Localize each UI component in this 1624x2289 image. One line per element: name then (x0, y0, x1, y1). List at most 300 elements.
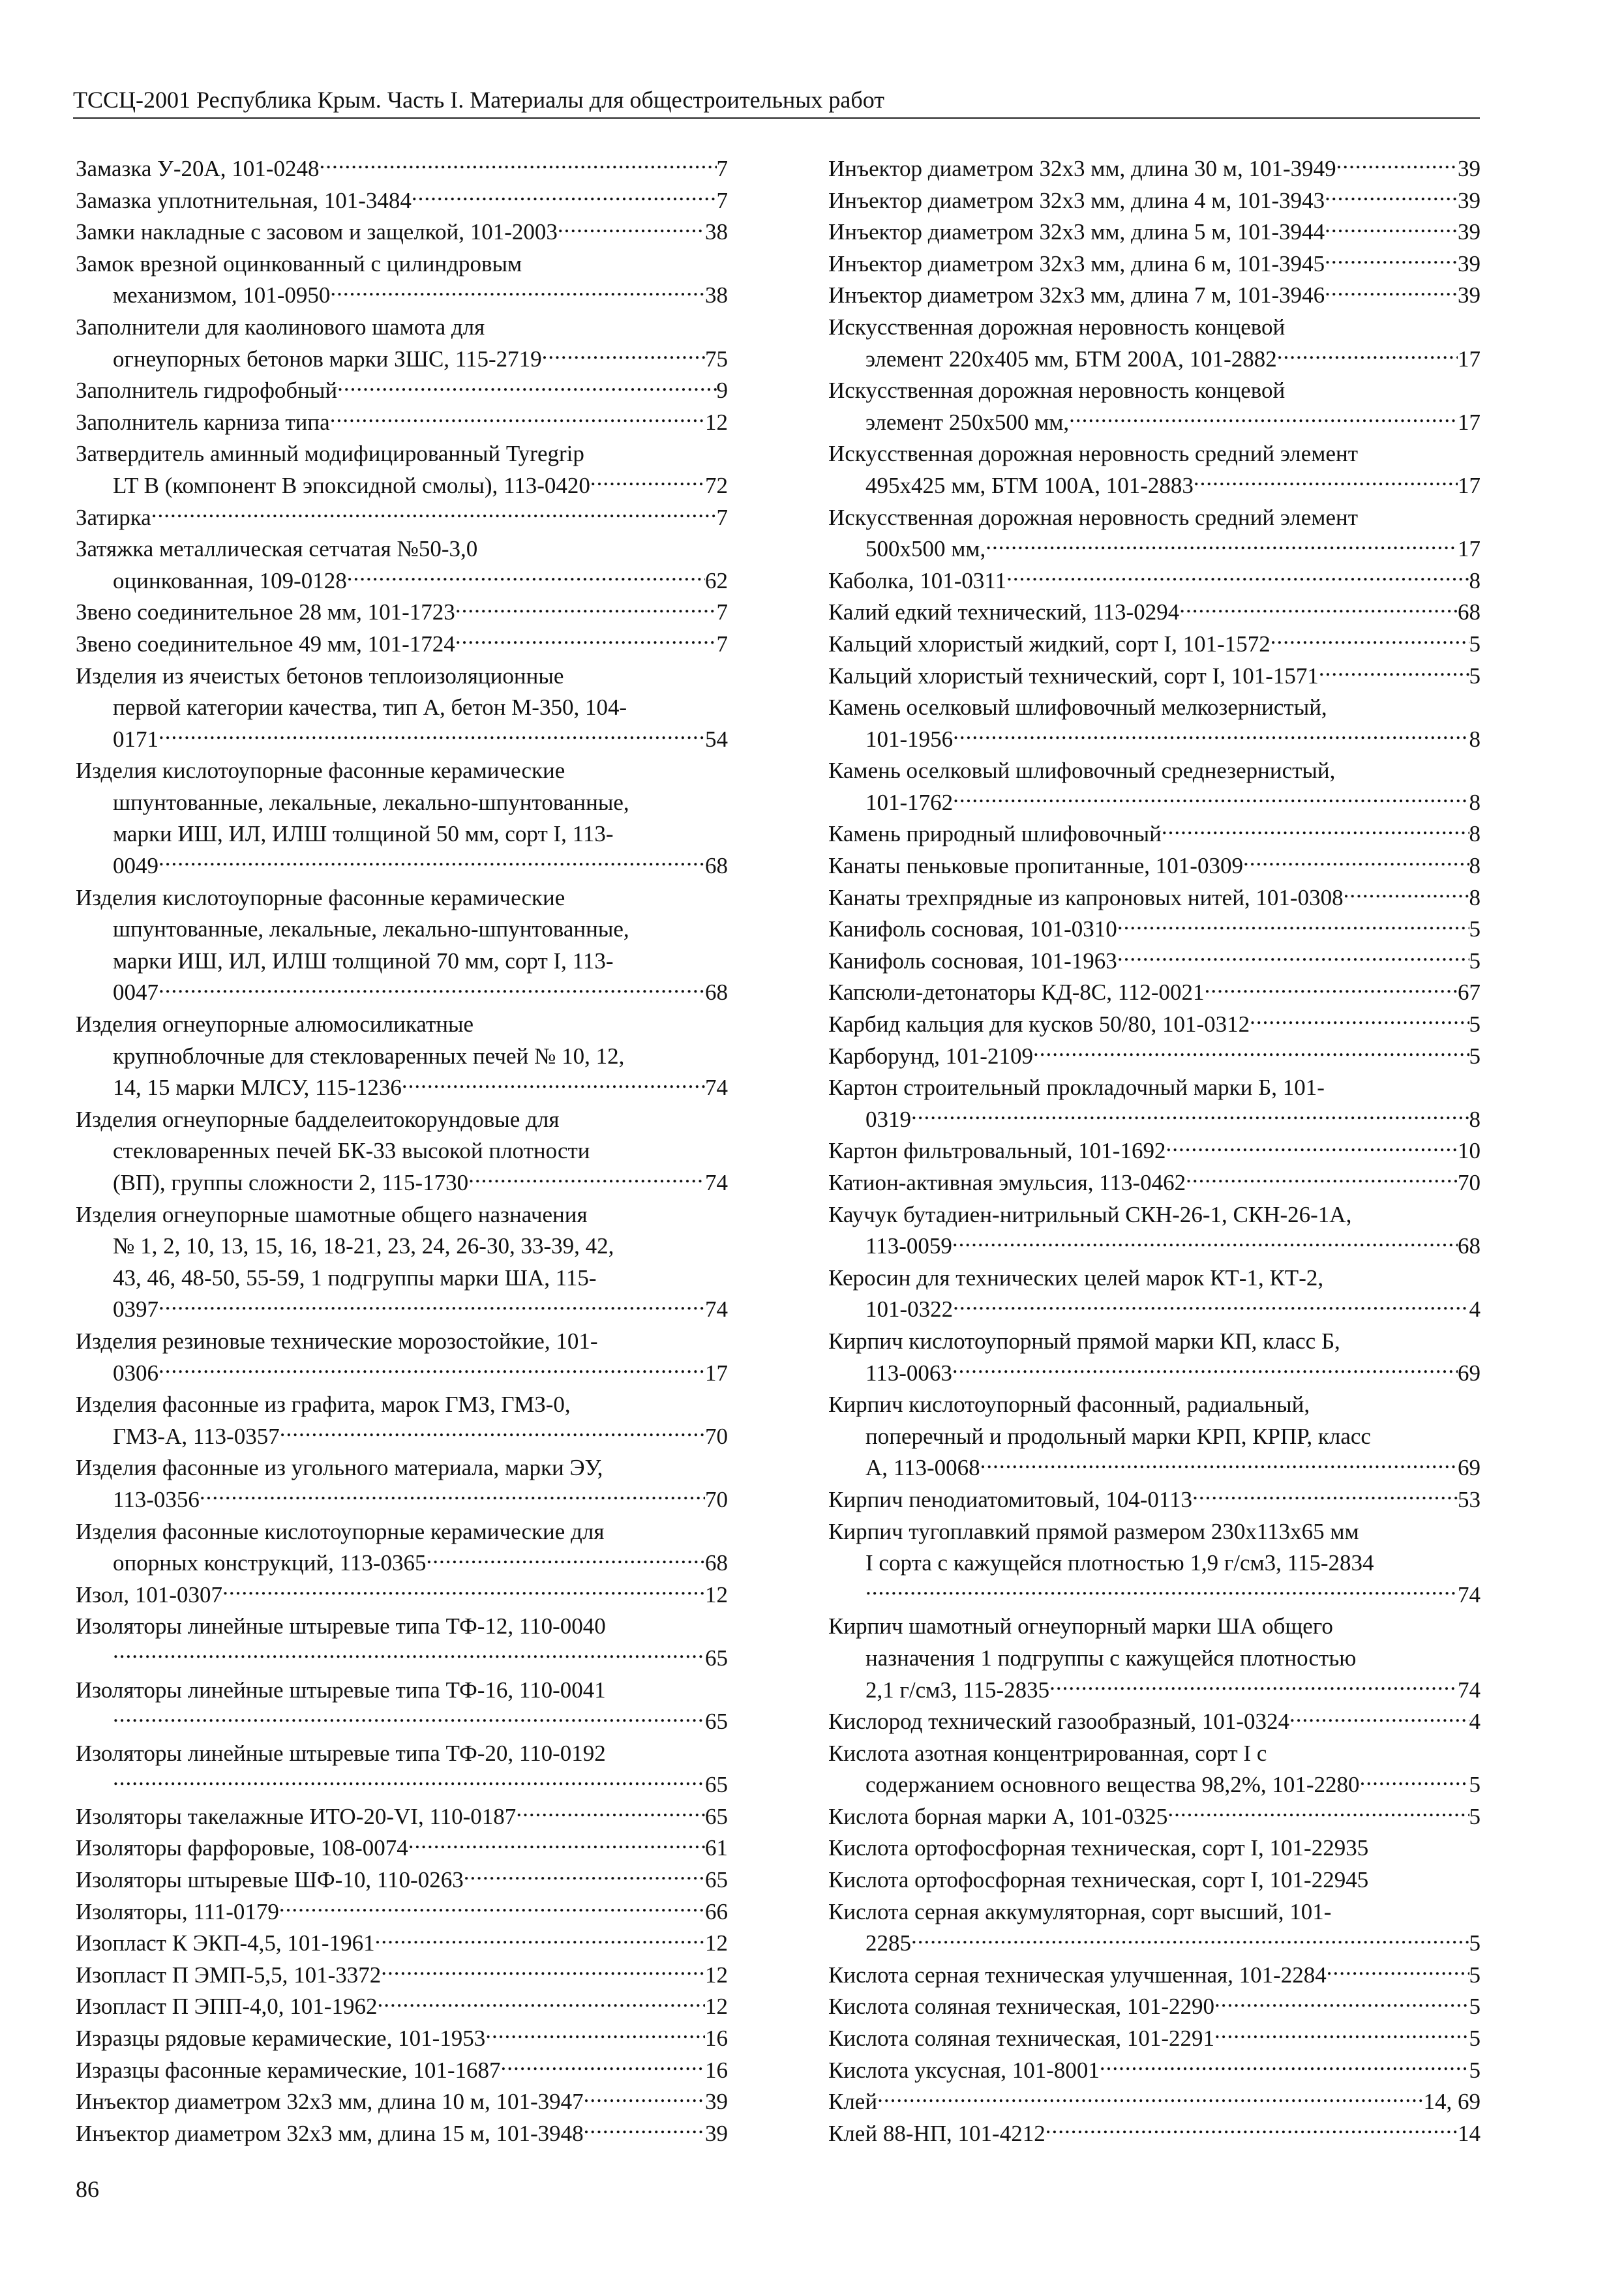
entry-page-ref: 53 (1458, 1486, 1481, 1512)
entry-page-ref: 61 (705, 1835, 728, 1861)
entry-text: 0319 (865, 1106, 911, 1132)
entry-text: 0397 (113, 1296, 158, 1323)
entry-page-ref: 38 (705, 219, 728, 245)
entry-page-ref: 74 (705, 1075, 728, 1101)
entry-text: Кислород технический газообразный, 101-0324 (828, 1709, 1290, 1735)
entry-text: Кислота соляная техническая, 101-2290 (828, 1994, 1215, 2020)
entry-text: Калий едкий технический, 113-0294 (828, 599, 1180, 625)
dot-leader (1006, 567, 1469, 588)
entry-page-ref: 8 (1469, 853, 1481, 879)
entry-page-ref: 10 (1458, 1138, 1481, 1164)
entry-page-ref: 5 (1469, 1930, 1481, 1956)
dot-leader (381, 1962, 705, 1982)
entry-page-ref: 70 (1458, 1170, 1481, 1195)
entry-text: LT B (компонент B эпоксидной смолы), 113-0420 (113, 472, 590, 498)
dot-leader (1194, 472, 1458, 493)
entry-text: первой категории качества, тип А, бетон М-350, 104- (113, 695, 627, 721)
entry-text: 113-0356 (113, 1486, 200, 1512)
entry-page-ref: 5 (1469, 631, 1481, 657)
dot-leader (1277, 346, 1458, 367)
dot-leader (319, 156, 716, 177)
dot-leader (330, 409, 705, 430)
dot-leader (408, 1835, 705, 1856)
dot-leader (980, 1455, 1458, 1476)
entry-page-ref: 75 (705, 346, 728, 372)
entry-text: 113-0063 (865, 1360, 952, 1386)
index-entry (76, 407, 728, 439)
entry-text: 43, 46, 48-50, 55-59, 1 подгруппы марки ША, 115- (113, 1264, 597, 1291)
entry-page-ref: 12 (705, 1581, 728, 1608)
entry-text: 101-1956 (865, 726, 954, 752)
entry-page-ref: 68 (705, 853, 728, 879)
entry-text: крупноблочные для стекловаренных печей № 10, 12, (113, 1043, 625, 1069)
dot-leader (158, 726, 705, 747)
index-entry (828, 1738, 1481, 1801)
dot-leader (1325, 282, 1458, 303)
entry-page-ref: 5 (1469, 916, 1481, 942)
entry-text: 495х425 мм, БТМ 100А, 101-2883 (865, 472, 1194, 498)
index-entry (76, 1389, 728, 1452)
index-entry (828, 1960, 1481, 1992)
entry-text: Канаты трехпрядные из капроновых нитей, 101-0308 (828, 884, 1344, 910)
index-entry (76, 2118, 728, 2150)
index-entry (76, 2086, 728, 2118)
entry-text: Инъектор диаметром 32х3 мм, длина 4 м, 101-3943 (828, 187, 1325, 213)
dot-leader (347, 567, 705, 588)
dot-leader (985, 536, 1458, 557)
index-entry (76, 597, 728, 629)
index-entry (76, 1104, 728, 1199)
entry-page-ref: 5 (1469, 1043, 1481, 1069)
entry-text: Картон строительный прокладочный марки Б, 101- (828, 1075, 1325, 1101)
entry-page-ref: 65 (705, 1645, 728, 1671)
index-entry (76, 185, 728, 217)
index-entry (828, 1072, 1481, 1135)
entry-page-ref: 5 (1469, 663, 1481, 689)
index-entry (76, 312, 728, 375)
entry-text: Кирпич тугоплавкий прямой размером 230х113х65 мм (828, 1518, 1359, 1544)
entry-text: Изделия фасонные из угольного материала, марки ЭУ, (76, 1455, 603, 1481)
entry-page-ref: 5 (1469, 1994, 1481, 2020)
dot-leader (280, 1423, 705, 1444)
dot-leader (455, 599, 717, 620)
entry-text: Каучук бутадиен-нитрильный СКН-26-1, СКН-26-1А, (828, 1201, 1352, 1227)
index-entry (76, 1991, 728, 2023)
dot-leader (953, 789, 1469, 810)
dot-leader (1250, 1011, 1469, 1032)
entry-text: опорных конструкций, 113-0365 (113, 1550, 427, 1576)
dot-leader (200, 1486, 705, 1507)
index-entry (76, 438, 728, 501)
dot-leader (911, 1930, 1469, 1951)
dot-leader (1117, 948, 1469, 968)
dot-leader (1162, 821, 1469, 842)
entry-text: А, 113-0068 (865, 1455, 980, 1481)
dot-leader (542, 346, 705, 367)
running-header: ТССЦ-2001 Республика Крым. Часть I. Материалы для общестроительных работ (73, 83, 1480, 119)
entry-page-ref: 17 (1458, 536, 1481, 562)
entry-page-ref: 16 (705, 2057, 728, 2083)
entry-text: Затирка (76, 504, 151, 530)
entry-text: Затяжка металлическая сетчатая №50-3,0 (76, 536, 478, 562)
entry-page-ref: 7 (716, 631, 728, 657)
entry-text: Изоляторы такелажные ИТО-20-VI, 110-0187 (76, 1803, 517, 1829)
entry-page-ref: 67 (1458, 980, 1481, 1006)
entry-page-ref: 74 (1458, 1581, 1481, 1608)
entry-page-ref: 7 (716, 599, 728, 625)
index-entry (828, 1135, 1481, 1167)
entry-page-ref: 69 (1458, 1455, 1481, 1481)
entry-text: марки ИШ, ИЛ, ИЛШ толщиной 70 мм, сорт I, 113- (113, 948, 614, 974)
entry-text: поперечный и продольный марки КРП, КРПР, класс (865, 1423, 1371, 1449)
dot-leader (464, 1867, 705, 1888)
entry-text: Изопласт П ЭМП-5,5, 101-3372 (76, 1962, 382, 1988)
entry-text: Затвердитель аминный модифицированный Tyregrip (76, 441, 584, 467)
dot-leader (952, 1360, 1458, 1381)
index-entry (76, 217, 728, 248)
entry-page-ref: 8 (1469, 1106, 1481, 1132)
entry-page-ref: 62 (705, 567, 728, 593)
dot-leader (1344, 884, 1469, 905)
entry-text: № 1, 2, 10, 13, 15, 16, 18-21, 23, 24, 26-30, 33-39, 42, (113, 1233, 614, 1259)
entry-text: Кислота соляная техническая, 101-2291 (828, 2026, 1215, 2052)
entry-text: 500х500 мм, (865, 536, 986, 562)
index-entry (828, 185, 1481, 217)
index-entry (828, 692, 1481, 755)
entry-page-ref: 66 (705, 1898, 728, 1924)
index-entry (76, 502, 728, 534)
entry-text: Звено соединительное 49 мм, 101-1724 (76, 631, 455, 657)
index-entry (76, 1326, 728, 1389)
index-entry (828, 312, 1481, 375)
index-entry (76, 1579, 728, 1611)
index-entry (828, 1326, 1481, 1389)
entry-text: 0049 (113, 853, 158, 879)
index-entry (828, 1864, 1481, 1896)
entry-page-ref: 8 (1469, 789, 1481, 815)
entry-text: 101-0322 (865, 1296, 954, 1323)
entry-page-ref: 68 (705, 980, 728, 1006)
index-entry (828, 629, 1481, 661)
index-entry (76, 1928, 728, 1960)
entry-page-ref: 4 (1469, 1709, 1481, 1735)
entry-text: ГМЗ-А, 113-0357 (113, 1423, 280, 1449)
index-entry (828, 2118, 1481, 2150)
entry-text: 0047 (113, 980, 158, 1006)
entry-page-ref: 5 (1469, 2026, 1481, 2052)
entry-page-ref: 7 (716, 156, 728, 181)
entry-text: Изделия огнеупорные шамотные общего назначения (76, 1201, 588, 1227)
dot-leader (455, 631, 717, 651)
entry-text: Изразцы фасонные керамические, 101-1687 (76, 2057, 501, 2083)
dot-leader (1214, 1994, 1469, 2014)
entry-page-ref: 38 (705, 282, 728, 308)
entry-page-ref: 39 (705, 2089, 728, 2115)
entry-page-ref: 8 (1469, 567, 1481, 593)
entry-text: Катион-активная эмульсия, 113-0462 (828, 1170, 1186, 1195)
index-entry (76, 1801, 728, 1833)
entry-text: Каболка, 101-0311 (828, 567, 1007, 593)
dot-leader (1192, 1486, 1458, 1507)
entry-text: (ВП), группы сложности 2, 115-1730 (113, 1170, 469, 1195)
entry-page-ref: 68 (1458, 1233, 1481, 1259)
dot-leader (877, 2089, 1423, 2110)
entry-text: Заполнители для каолинового шамота для (76, 314, 485, 340)
entry-page-ref: 8 (1469, 726, 1481, 752)
entry-page-ref: 5 (1469, 1962, 1481, 1988)
dot-leader (558, 219, 705, 240)
index-entry (76, 2055, 728, 2087)
dot-leader (1069, 409, 1458, 430)
index-column-left (76, 153, 728, 2149)
entry-text: Изоляторы линейные штыревые типа ТФ-20, 110-0192 (76, 1740, 606, 1766)
dot-leader (337, 378, 716, 398)
index-entry (828, 850, 1481, 882)
dot-leader (113, 1772, 705, 1793)
entry-page-ref: 4 (1469, 1296, 1481, 1323)
entry-page-ref: 65 (705, 1772, 728, 1798)
entry-text: Кислота серная аккумуляторная, сорт высший, 101- (828, 1898, 1332, 1924)
entry-page-ref: 12 (705, 409, 728, 435)
dot-leader (151, 504, 717, 525)
entry-page-ref: 5 (1469, 948, 1481, 974)
index-entry (76, 629, 728, 661)
entry-text: Кислота ортофосфорная техническая, сорт I, 101-22935 (828, 1835, 1369, 1861)
entry-page-ref: 65 (705, 1803, 728, 1829)
dot-leader (1325, 187, 1458, 208)
index-entry (76, 153, 728, 185)
entry-text: Заполнитель гидрофобный (76, 378, 338, 404)
index-entry (828, 1991, 1481, 2023)
entry-text: 0171 (113, 726, 158, 752)
entry-text: механизмом, 101-0950 (113, 282, 331, 308)
entry-text: Изделия огнеупорные алюмосиликатные (76, 1011, 474, 1038)
entry-text: 2285 (865, 1930, 911, 1956)
index-entry (828, 882, 1481, 914)
entry-text: Изопласт П ЭПП-4,0, 101-1962 (76, 1994, 378, 2020)
dot-leader (1033, 1043, 1469, 1064)
dot-leader (330, 282, 705, 303)
entry-page-ref: 74 (705, 1170, 728, 1195)
entry-text: Картон фильтровальный, 101-1692 (828, 1138, 1166, 1164)
entry-page-ref: 74 (705, 1296, 728, 1323)
entry-text: Кислота уксусная, 101-8001 (828, 2057, 1100, 2083)
index-entry (828, 1801, 1481, 1833)
entry-text: шпунтованные, лекальные, лекально-шпунтованные, (113, 916, 629, 942)
entry-page-ref: 68 (705, 1550, 728, 1576)
index-entry (828, 2086, 1481, 2118)
entry-text: Кирпич кислотоупорный фасонный, радиальный, (828, 1392, 1310, 1418)
entry-text: элемент 220х405 мм, БТМ 200А, 101-2882 (865, 346, 1277, 372)
index-entry (76, 2023, 728, 2055)
entry-text: Кирпич шамотный огнеупорный марки ША общего (828, 1613, 1333, 1639)
index-entry (76, 1611, 728, 1674)
entry-page-ref: 39 (705, 2120, 728, 2146)
dot-leader (1179, 599, 1458, 620)
entry-page-ref: 8 (1469, 884, 1481, 910)
index-entry (76, 533, 728, 597)
dot-leader (1327, 1962, 1469, 1982)
entry-text: марки ИШ, ИЛ, ИЛШ толщиной 50 мм, сорт I, 113- (113, 821, 614, 847)
dot-leader (1325, 219, 1458, 240)
entry-page-ref: 72 (705, 472, 728, 498)
entry-page-ref: 17 (1458, 409, 1481, 435)
entry-text: Заполнитель карниза типа (76, 409, 330, 435)
dot-leader (158, 1360, 705, 1381)
entry-text: Звено соединительное 28 мм, 101-1723 (76, 599, 455, 625)
entry-text: Замки накладные с засовом и защелкой, 101-2003 (76, 219, 558, 245)
index-entry (828, 2055, 1481, 2087)
index-entry (76, 882, 728, 1009)
index-entry (828, 946, 1481, 978)
entry-text: Изол, 101-0307 (76, 1581, 223, 1608)
index-entry (76, 248, 728, 312)
index-entry (828, 280, 1481, 312)
entry-text: Изделия кислотоупорные фасонные керамические (76, 884, 565, 910)
dot-leader (158, 1296, 705, 1317)
entry-text: Изразцы рядовые керамические, 101-1953 (76, 2026, 486, 2052)
entry-text: Инъектор диаметром 32х3 мм, длина 10 м, 101-3947 (76, 2089, 584, 2115)
entry-page-ref: 5 (1469, 1803, 1481, 1829)
entry-text: шпунтованные, лекальные, лекально-шпунтованные, (113, 789, 629, 815)
index-entry (828, 914, 1481, 946)
dot-leader (375, 1930, 705, 1951)
page-number: 86 (76, 2176, 99, 2202)
dot-leader (1100, 2057, 1469, 2078)
entry-text: Кирпич кислотоупорный прямой марки КП, класс Б, (828, 1328, 1340, 1354)
entry-text: Изоляторы фарфоровые, 108-0074 (76, 1835, 408, 1861)
dot-leader (158, 853, 705, 874)
dot-leader (1243, 853, 1469, 874)
entry-page-ref: 74 (1458, 1677, 1481, 1703)
entry-text: 0306 (113, 1360, 158, 1386)
entry-text: Искусственная дорожная неровность средний элемент (828, 441, 1359, 467)
entry-text: стекловаренных печей БК-33 высокой плотности (113, 1138, 590, 1164)
dot-leader (590, 472, 705, 493)
entry-page-ref: 5 (1469, 2057, 1481, 2083)
dot-leader (1325, 250, 1458, 271)
entry-page-ref: 65 (705, 1709, 728, 1735)
entry-text: Камень природный шлифовочный (828, 821, 1162, 847)
entry-text: Замок врезной оцинкованный с цилиндровым (76, 250, 522, 277)
dot-leader (584, 2120, 705, 2141)
dot-leader (412, 187, 717, 208)
index-entry (828, 818, 1481, 850)
entry-page-ref: 12 (705, 1930, 728, 1956)
entry-text: Кислота борная марки А, 101-0325 (828, 1803, 1168, 1829)
index-entry (76, 1833, 728, 1864)
entry-text: Изоляторы линейные штыревые типа ТФ-12, 110-0040 (76, 1613, 606, 1639)
entry-text: Изоляторы, 111-0179 (76, 1898, 279, 1924)
dot-leader (1186, 1170, 1458, 1191)
entry-text: Инъектор диаметром 32х3 мм, длина 7 м, 101-3946 (828, 282, 1325, 308)
index-entry (828, 1041, 1481, 1073)
index-entry (76, 1452, 728, 1516)
index-entry (76, 661, 728, 756)
index-entry (828, 502, 1481, 565)
entry-text: Изоляторы линейные штыревые типа ТФ-16, 110-0041 (76, 1677, 606, 1703)
entry-text: элемент 250х500 мм, (865, 409, 1070, 435)
entry-text: Инъектор диаметром 32х3 мм, длина 5 м, 101-3944 (828, 219, 1325, 245)
dot-leader (1045, 2120, 1458, 2141)
entry-text: Кальций хлористый технический, сорт I, 101-1571 (828, 663, 1319, 689)
entry-page-ref: 5 (1469, 1772, 1481, 1798)
entry-text: Замазка У-20А, 101-0248 (76, 156, 320, 181)
entry-page-ref: 39 (1458, 282, 1481, 308)
entry-page-ref: 70 (705, 1423, 728, 1449)
dot-leader (865, 1581, 1458, 1602)
index-entry (76, 1675, 728, 1738)
entry-page-ref: 8 (1469, 821, 1481, 847)
entry-text: Камень оселковый шлифовочный среднезернистый, (828, 758, 1336, 784)
entry-text: 14, 15 марки МЛСУ, 115-1236 (113, 1075, 402, 1101)
dot-leader (279, 1898, 705, 1919)
dot-leader (485, 2026, 705, 2046)
entry-page-ref: 39 (1458, 250, 1481, 277)
dot-leader (1360, 1772, 1469, 1793)
index-entry (828, 438, 1481, 501)
index-entry (828, 1009, 1481, 1041)
entry-text: Кирпич пенодиатомитовый, 104-0113 (828, 1486, 1193, 1512)
dot-leader (953, 1296, 1469, 1317)
entry-page-ref: 65 (705, 1867, 728, 1893)
entry-page-ref: 9 (716, 378, 728, 404)
index-entry (828, 1611, 1481, 1706)
entry-page-ref: 12 (705, 1994, 728, 2020)
dot-leader (516, 1803, 705, 1824)
dot-leader (1319, 663, 1469, 683)
dot-leader (911, 1106, 1469, 1127)
index-entry (828, 661, 1481, 693)
entry-text: назначения 1 подгруппы с кажущейся плотностью (865, 1645, 1357, 1671)
dot-leader (113, 1709, 705, 1729)
entry-page-ref: 14, 69 (1423, 2089, 1481, 2115)
dot-leader (953, 726, 1469, 747)
entry-text: Кислота серная техническая улучшенная, 101-2284 (828, 1962, 1327, 1988)
entry-page-ref: 68 (1458, 599, 1481, 625)
entry-text: Клей 88-НП, 101-4212 (828, 2120, 1045, 2146)
entry-text: Канифоль сосновая, 101-0310 (828, 916, 1117, 942)
entry-text: Искусственная дорожная неровность концевой (828, 314, 1286, 340)
entry-page-ref: 16 (705, 2026, 728, 2052)
dot-leader (1271, 631, 1469, 651)
entry-text: Клей (828, 2089, 878, 2115)
entry-page-ref: 54 (705, 726, 728, 752)
entry-text: 101-1762 (865, 789, 954, 815)
index-entry (76, 1199, 728, 1326)
index-entry (828, 217, 1481, 248)
entry-text: содержанием основного вещества 98,2%, 101-2280 (865, 1772, 1360, 1798)
index-entry (76, 755, 728, 882)
dot-leader (952, 1233, 1458, 1254)
index-entry (828, 1263, 1481, 1326)
entry-page-ref: 17 (1458, 346, 1481, 372)
index-entry (828, 977, 1481, 1009)
entry-text: Изделия фасонные кислотоупорные керамические для (76, 1518, 605, 1544)
index-entry (828, 375, 1481, 438)
index-entry (828, 2023, 1481, 2055)
index-entry (828, 153, 1481, 185)
index-entry (76, 1516, 728, 1579)
dot-leader (1289, 1709, 1469, 1729)
entry-text: Изделия резиновые технические морозостойкие, 101- (76, 1328, 598, 1354)
dot-leader (1165, 1138, 1458, 1159)
dot-leader (1205, 980, 1458, 1000)
dot-leader (468, 1170, 705, 1191)
index-entry (76, 1864, 728, 1896)
entry-text: Керосин для технических целей марок КТ-1, КТ-2, (828, 1264, 1324, 1291)
dot-leader (584, 2089, 705, 2110)
